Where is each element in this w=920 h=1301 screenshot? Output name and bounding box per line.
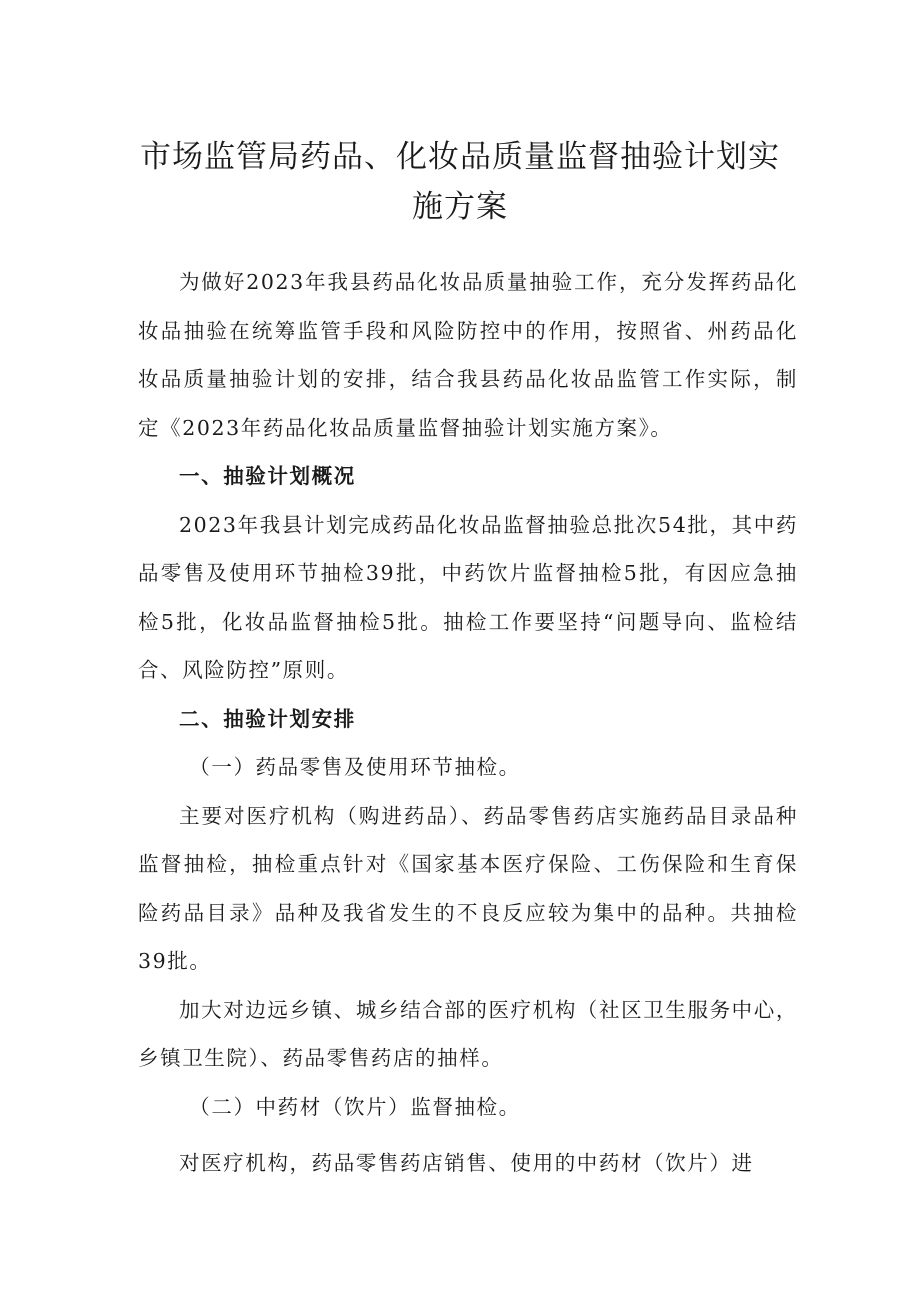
document-title bbox=[120, 132, 800, 232]
subsection-2-heading: （二）中药材（饮片）监督抽检。 bbox=[189, 1094, 521, 1119]
section-1-paragraph: 2023年我县计划完成药品化妆品监督抽验总批次54批，其中药品零售及使用环节抽检39批，中药饮片监督抽检5批，有因应急抽检5批，化妆品监督抽检5批。抽检工作要坚持“问题导向、监检结合、风险防控”原则。 bbox=[138, 512, 798, 682]
section-2-heading: 二、抽验计划安排 bbox=[179, 706, 356, 731]
intro-paragraph: 为做好2023年我县药品化妆品质量抽验工作，充分发挥药品化妆品抽验在统筹监管手段和风险防控中的作用，按照省、州药品化妆品质量抽验计划的安排，结合我县药品化妆品监管工作实际，制定《2023年药品化妆品质量监督抽验计划实施方案》。 bbox=[138, 270, 798, 440]
subsection-1-paragraph-2: 加大对边远乡镇、城乡结合部的医疗机构（社区卫生服务中心，乡镇卫生院）、药品零售药店的抽样。 bbox=[138, 997, 798, 1070]
document-body bbox=[138, 258, 798, 1188]
title-line-1: 市场监管局药品、化妆品质量监督抽验计划实 bbox=[140, 139, 780, 175]
subsection-2-paragraph-1: 对医疗机构，药品零售药店销售、使用的中药材（饮片）进 bbox=[179, 1151, 754, 1175]
title-line-2: 施方案 bbox=[412, 189, 508, 225]
section-1-heading: 一、抽验计划概况 bbox=[179, 464, 356, 488]
subsection-1-heading: （一）药品零售及使用环节抽检。 bbox=[189, 755, 521, 779]
subsection-1-paragraph-1: 主要对医疗机构（购进药品）、药品零售药店实施药品目录品种监督抽检，抽检重点针对《国家基本医疗保险、工伤保险和生育保险药品目录》品种及我省发生的不良反应较为集中的品种。共抽检39批。 bbox=[138, 803, 798, 973]
